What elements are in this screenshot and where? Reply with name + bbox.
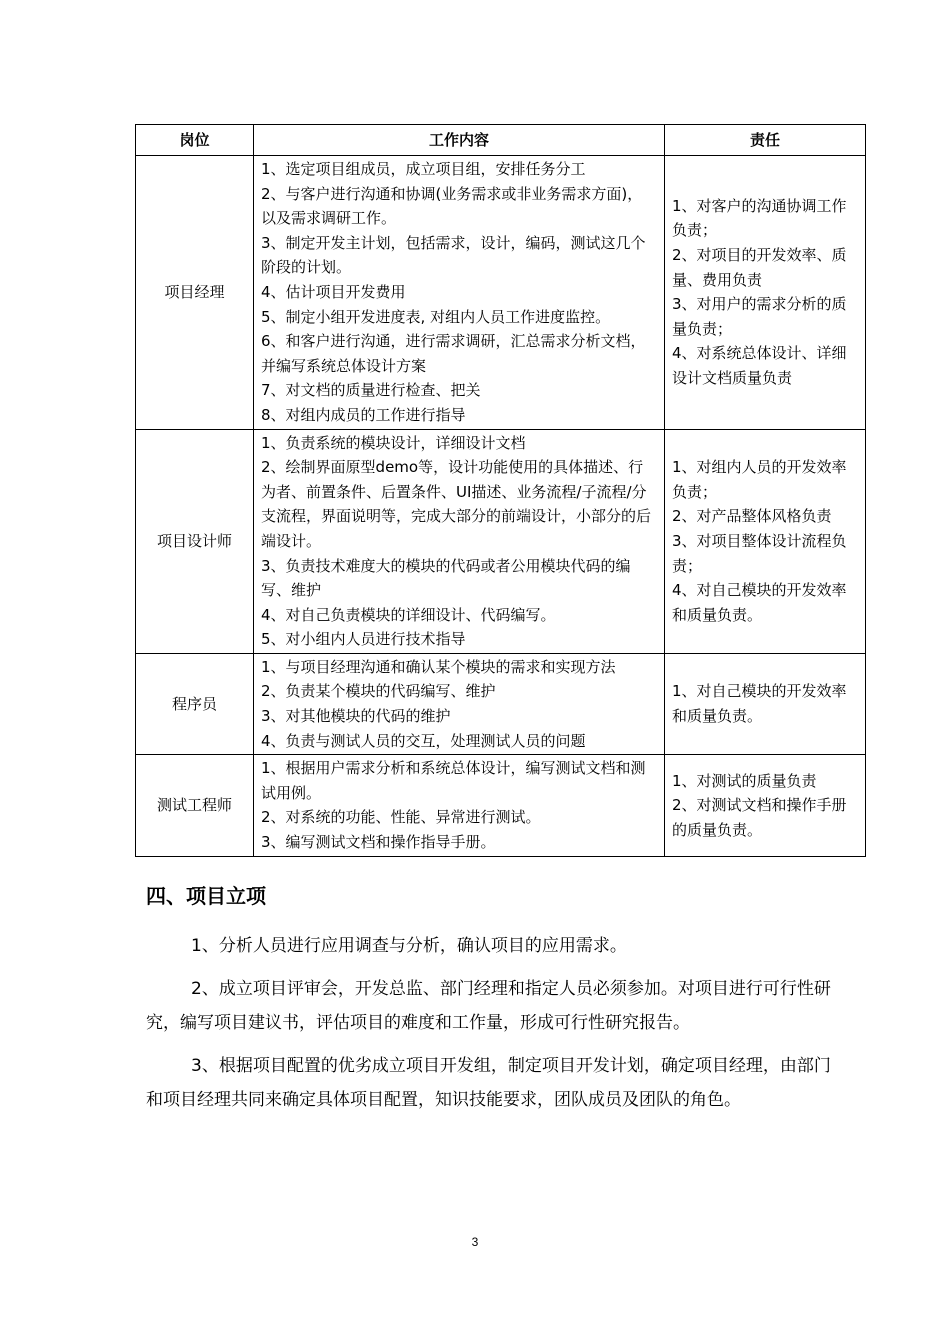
paragraph: 2、成立项目评审会，开发总监、部门经理和指定人员必须参加。对项目进行可行性研究，编写项目建议书，评估项目的难度和工作量，形成可行性研究报告。 [146, 978, 831, 1033]
paragraph: 3、根据项目配置的优劣成立项目开发组，制定项目开发计划，确定项目经理，由部门和项目经理共同来确定具体项目配置，知识技能要求，团队成员及团队的角色。 [146, 1055, 831, 1110]
content-item: 8、对组内成员的工作进行指导 [261, 405, 466, 424]
responsibility-item: 1、对自己模块的开发效率和质量负责。 [672, 682, 847, 726]
content-item: 4、估计项目开发费用 [261, 282, 406, 301]
content-item: 1、根据用户需求分析和系统总体设计，编写测试文档和测试用例。 [261, 759, 646, 802]
role-cell: 项目经理 [136, 156, 254, 430]
header-responsibility: 责任 [665, 125, 866, 156]
responsibility-item: 2、对产品整体风格负责 [672, 507, 832, 526]
content-cell [254, 156, 665, 430]
responsibility-item: 3、对用户的需求分析的质量负责； [672, 295, 847, 338]
content-item: 4、负责与测试人员的交互，处理测试人员的问题 [261, 731, 586, 750]
page-number: 3 [471, 1235, 479, 1249]
table-header-row [136, 125, 866, 156]
header-role: 岗位 [136, 125, 254, 156]
content-item: 6、和客户进行沟通，进行需求调研，汇总需求分析文档，并编写系统总体设计方案 [261, 332, 646, 375]
responsibility-item: 1、对客户的沟通协调工作负责； [672, 196, 847, 240]
content-item: 3、制定开发主计划，包括需求，设计，编码，测试这几个阶段的计划。 [261, 233, 646, 277]
content-item: 3、编写测试文档和操作指导手册。 [261, 833, 496, 852]
roles-table [135, 124, 866, 857]
responsibility-item: 2、对测试文档和操作手册的质量负责。 [672, 796, 847, 839]
content-item: 2、对系统的功能、性能、异常进行测试。 [261, 808, 541, 827]
responsibility-cell [665, 653, 866, 754]
content-item: 1、与项目经理沟通和确认某个模块的需求和实现方法 [261, 657, 616, 676]
content-item: 1、选定项目组成员，成立项目组，安排任务分工 [261, 160, 586, 178]
table-row [136, 156, 866, 430]
responsibility-item: 4、对自己模块的开发效率和质量负责。 [672, 581, 847, 624]
content-cell [254, 755, 665, 856]
section-heading: 四、项目立项 [146, 884, 266, 908]
paragraph: 1、分析人员进行应用调查与分析，确认项目的应用需求。 [191, 936, 627, 956]
content-item: 7、对文档的质量进行检查、把关 [261, 381, 481, 400]
content-item: 2、负责某个模块的代码编写、维护 [261, 682, 496, 701]
content-item: 3、负责技术难度大的模块的代码或者公用模块代码的编写、维护 [261, 556, 631, 600]
content-cell [254, 429, 665, 653]
content-item: 5、对小组内人员进行技术指导 [261, 630, 466, 649]
content-item: 2、绘制界面原型demo等，设计功能使用的具体描述、行为者、前置条件、后置条件、UI描述、业务流程/子流程/分支流程，界面说明等，完成大部分的前端设计，小部分的后端设计。 [261, 458, 652, 550]
content-item: 1、负责系统的模块设计，详细设计文档 [261, 433, 526, 452]
content-item: 2、与客户进行沟通和协调(业务需求或非业务需求方面)，以及需求调研工作。 [261, 184, 643, 228]
responsibility-item: 3、对项目整体设计流程负责； [672, 531, 847, 575]
role-cell: 程序员 [136, 653, 254, 754]
responsibility-cell [665, 755, 866, 856]
table-row [136, 755, 866, 856]
responsibility-item: 4、对系统总体设计、详细设计文档质量负责 [672, 344, 847, 388]
responsibility-cell [665, 429, 866, 653]
content-item: 3、对其他模块的代码的维护 [261, 707, 451, 726]
table-row [136, 429, 866, 653]
content-cell [254, 653, 665, 754]
responsibility-cell [665, 156, 866, 430]
responsibility-item: 2、对项目的开发效率、质量、费用负责 [672, 246, 847, 289]
role-cell: 项目设计师 [136, 429, 254, 653]
section-body [146, 929, 836, 1126]
role-cell: 测试工程师 [136, 755, 254, 856]
responsibility-item: 1、对组内人员的开发效率负责； [672, 458, 847, 501]
responsibility-item: 1、对测试的质量负责 [672, 771, 817, 790]
header-content: 工作内容 [254, 125, 665, 156]
table-row [136, 653, 866, 754]
content-item: 5、制定小组开发进度表, 对组内人员工作进度监控。 [261, 307, 611, 326]
content-item: 4、对自己负责模块的详细设计、代码编写。 [261, 605, 556, 624]
